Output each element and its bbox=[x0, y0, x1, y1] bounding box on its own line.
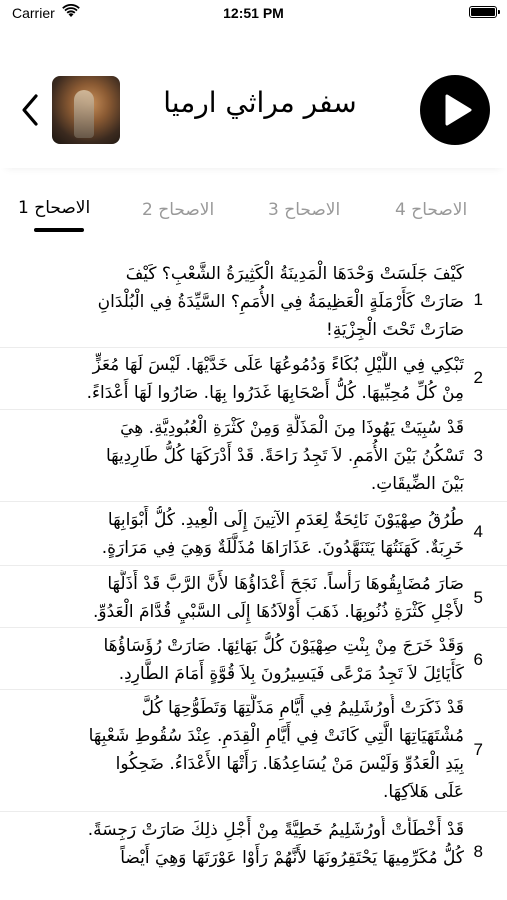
verse-text bbox=[64, 816, 464, 872]
play-icon bbox=[420, 75, 490, 145]
verse-text bbox=[64, 351, 464, 407]
verse-line: لأَجْلِ كَثْرَةِ ذُنُوبِهَا. ذَهَبَ أَوْلاَدُهَا إِلَى السَّبْيِ قُدَّامَ الْعَدُوِّ. bbox=[92, 602, 464, 622]
verse-text bbox=[64, 694, 464, 806]
tab-chapter-2[interactable]: الاصحاح 2 bbox=[142, 200, 215, 220]
status-bar bbox=[0, 0, 507, 30]
verse-number: 3 bbox=[473, 446, 483, 465]
verse-line: طُرُقُ صِهْيَوْنَ نَائِحَةٌ لِعَدَمِ الآتِينَ إِلَى الْعِيدِ. كُلُّ أَبْوَابِهَا bbox=[107, 510, 464, 530]
verse-number: 8 bbox=[473, 842, 483, 861]
battery-icon bbox=[469, 6, 497, 18]
verse-row[interactable] bbox=[0, 410, 507, 502]
verse-line: كُلُّ مُكَرِّمِيهَا يَحْتَقِرُونَهَا لأَنَّهُمْ رَأَوْا عَوْرَتَهَا وَهِيَ أَيْضاً bbox=[120, 848, 464, 868]
verse-line: قَدْ ذَكَرَتْ أُورُشَلِيمُ فِي أَيَّامِ مَذَلَّتِهَا وَتَطَوُّحِهَا كُلَّ bbox=[141, 698, 464, 718]
verse-line: عَلَى هَلاَكِهَا. bbox=[383, 782, 464, 802]
tab-chapter-1[interactable]: الاصحاح 1 bbox=[18, 198, 91, 218]
verse-line: صَارَ مُضَايِقُوهَا رَأْساً. نَجَحَ أَعْدَاؤُهَا لأَنَّ الرَّبَّ قَدْ أَذَلَّهَا bbox=[107, 574, 464, 594]
page-title: سفر مراثي ارميا bbox=[163, 86, 357, 119]
verse-number: 4 bbox=[473, 522, 483, 541]
carrier-label: Carrier bbox=[12, 5, 55, 21]
verse-line: بِيَدِ الْعَدُوِّ وَلَيْسَ مَنْ يُسَاعِدُهَا. رَأَتْهَا الأَعْدَاءُ. ضَحِكُوا bbox=[115, 754, 464, 774]
verse-line: تَبْكِي فِي اللَّيْلِ بُكَاءً وَدُمُوعُهَا عَلَى خَدَّيْهَا. لَيْسَ لَهَا مُعَزٍّ bbox=[92, 355, 464, 375]
verse-text bbox=[64, 260, 464, 344]
verse-number: 7 bbox=[473, 740, 483, 759]
verse-line: مِنْ كُلِّ مُحِبِّيهَا. كُلُّ أَصْحَابِهَا غَدَرُوا بِهَا. صَارُوا لَهَا أَعْدَاءً. bbox=[86, 383, 464, 403]
verse-line: تَسْكُنُ بَيْنَ الأُمَمِ. لاَ تَجِدُ رَاحَةً. قَدْ أَدْرَكَهَا كُلُّ طَارِدِيهَا bbox=[105, 446, 464, 466]
verse-text bbox=[64, 506, 464, 562]
verse-number: 1 bbox=[473, 290, 483, 309]
verse-row[interactable] bbox=[0, 812, 507, 876]
verse-line: خَرِبَةٌ. كَهَنَتُهَا يَتَنَهَّدُونَ. عَذَارَاهَا مُذَلَّلَةٌ وَهِيَ فِي مَرَارَةٍ. bbox=[101, 538, 464, 558]
play-button[interactable] bbox=[420, 75, 490, 145]
verse-line: كَيْفَ جَلَسَتْ وَحْدَهَا الْمَدِينَةُ الْكَثِيرَةُ الشَّعْبِ؟ كَيْفَ bbox=[125, 264, 464, 284]
verse-line: قَدْ سُبِيَتْ يَهُوذَا مِنَ الْمَذَلَّةِ وَمِنْ كَثْرَةِ الْعُبُودِيَّةِ. هِيَ bbox=[120, 418, 464, 438]
verse-text bbox=[64, 632, 464, 688]
verse-line: صَارَتْ تَحْتَ الْجِزْيَةِ! bbox=[326, 320, 464, 340]
tab-chapter-4[interactable]: الاصحاح 4 bbox=[395, 200, 468, 220]
header bbox=[0, 58, 507, 168]
verse-row[interactable] bbox=[0, 690, 507, 812]
verse-line: كَأَيَائِلَ لاَ تَجِدُ مَرْعًى فَيَسِيرُونَ بِلاَ قُوَّةٍ أَمَامَ الطَّارِدِ. bbox=[118, 664, 464, 684]
status-time: 12:51 PM bbox=[223, 5, 284, 21]
verse-number: 6 bbox=[473, 650, 483, 669]
tab-chapter-3[interactable]: الاصحاح 3 bbox=[268, 200, 341, 220]
verse-line: قَدْ أَخْطَأَتْ أُورُشَلِيمُ خَطِيَّةً مِنْ أَجْلِ ذلِكَ صَارَتْ رَجِسَةً. bbox=[87, 820, 464, 840]
verse-text bbox=[64, 570, 464, 626]
active-tab-indicator bbox=[34, 228, 84, 232]
verse-text bbox=[64, 414, 464, 498]
verse-row[interactable] bbox=[0, 348, 507, 410]
verse-line: وَقَدْ خَرَجَ مِنْ بِنْتِ صِهْيَوْنَ كُلُّ بَهَائِهَا. صَارَتْ رُؤَسَاؤُهَا bbox=[103, 636, 464, 656]
verse-line: صَارَتْ كَأَرْمَلَةٍ الْعَظِيمَةُ فِي الأُمَمِ؟ السَّيِّدَةُ فِي الْبُلْدَانِ bbox=[97, 292, 464, 312]
verse-row[interactable] bbox=[0, 502, 507, 566]
verse-row[interactable] bbox=[0, 628, 507, 690]
battery-nub bbox=[498, 10, 500, 14]
verse-row[interactable] bbox=[0, 566, 507, 628]
verse-number: 5 bbox=[473, 588, 483, 607]
verse-number: 2 bbox=[473, 368, 483, 387]
back-chevron-icon[interactable] bbox=[16, 92, 44, 128]
chapter-tabs bbox=[0, 190, 507, 240]
verse-row[interactable] bbox=[0, 258, 507, 348]
verse-line: مُشْتَهَيَاتِهَا الَّتِي كَانَتْ فِي أَيَّامِ الْقِدَمِ. عِنْدَ سُقُوطِ شَعْبِهَا bbox=[88, 726, 464, 746]
book-thumbnail bbox=[52, 76, 120, 144]
verse-line: بَيْنَ الضِّيقَاتِ. bbox=[370, 474, 464, 494]
